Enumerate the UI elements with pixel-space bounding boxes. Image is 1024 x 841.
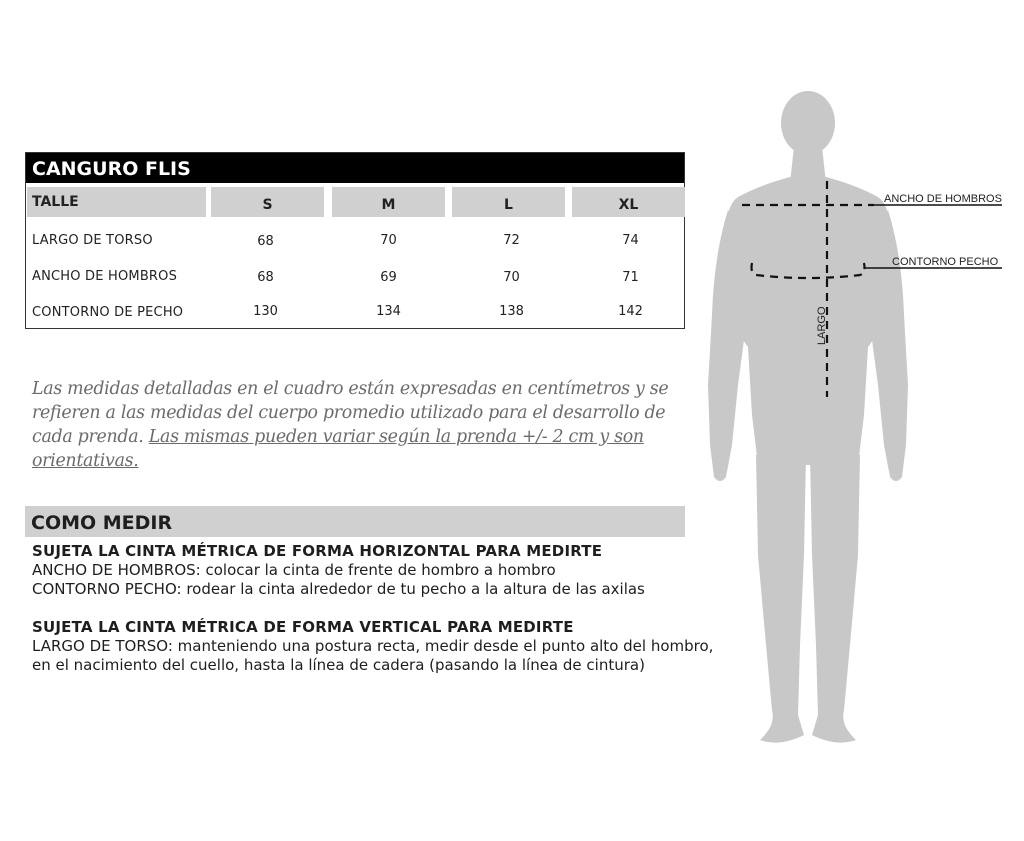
header-talle: TALLE: [27, 187, 206, 217]
header-size-l: L: [452, 187, 565, 217]
table-cell: 142: [618, 304, 643, 319]
table-cell: 138: [499, 304, 524, 319]
shoulders-instruction: ANCHO DE HOMBROS: colocar la cinta de frente de hombro a hombro: [32, 561, 556, 579]
row-label-chest: CONTORNO DE PECHO: [32, 305, 184, 320]
table-cell: 68: [257, 270, 274, 285]
measurement-note: [32, 377, 682, 473]
table-cell: 134: [376, 304, 401, 319]
table-cell: 72: [503, 233, 520, 248]
table-cell: 70: [380, 233, 397, 248]
shoulder-label: ANCHO DE HOMBROS: [884, 193, 1002, 205]
table-cell: 70: [503, 270, 520, 285]
chest-instruction: CONTORNO PECHO: rodear la cinta alrededor de tu pecho a la altura de las axilas: [32, 580, 645, 598]
torso-instruction-line1: LARGO DE TORSO: manteniendo una postura recta, medir desde el punto alto del hombro,: [32, 637, 714, 655]
header-size-xl: XL: [572, 187, 685, 217]
table-cell: 68: [257, 234, 274, 249]
header-size-m: M: [332, 187, 445, 217]
table-cell: 69: [380, 270, 397, 285]
table-cell: 130: [253, 304, 278, 319]
header-size-s: S: [211, 187, 324, 217]
body-measurement-figure: [700, 85, 1020, 755]
note-text: Las medidas detalladas en el cuadro están expresadas en centímetros y se refieren a las medidas del cuerpo promedio utilizado para el desarrollo de cada prenda.: [32, 379, 669, 447]
chest-label: CONTORNO PECHO: [892, 256, 999, 268]
length-label: LARGO: [816, 306, 828, 345]
body-silhouette: [708, 91, 908, 743]
note-underlined: Las mismas pueden variar según la prenda +/- 2 cm y son orientativas.: [32, 427, 644, 471]
row-label-torso: LARGO DE TORSO: [32, 233, 153, 248]
row-label-shoulders: ANCHO DE HOMBROS: [32, 269, 178, 284]
table-title: CANGURO FLIS: [26, 153, 684, 183]
size-table: [25, 152, 685, 329]
torso-instruction-line2: en el nacimiento del cuello, hasta la línea de cadera (pasando la línea de cintura): [32, 656, 645, 674]
horizontal-heading: SUJETA LA CINTA MÉTRICA DE FORMA HORIZONTAL PARA MEDIRTE: [32, 542, 603, 560]
table-cell: 71: [622, 270, 639, 285]
how-to-measure-title: COMO MEDIR: [25, 506, 685, 537]
vertical-heading: SUJETA LA CINTA MÉTRICA DE FORMA VERTICAL PARA MEDIRTE: [32, 618, 574, 636]
table-cell: 74: [622, 233, 639, 248]
